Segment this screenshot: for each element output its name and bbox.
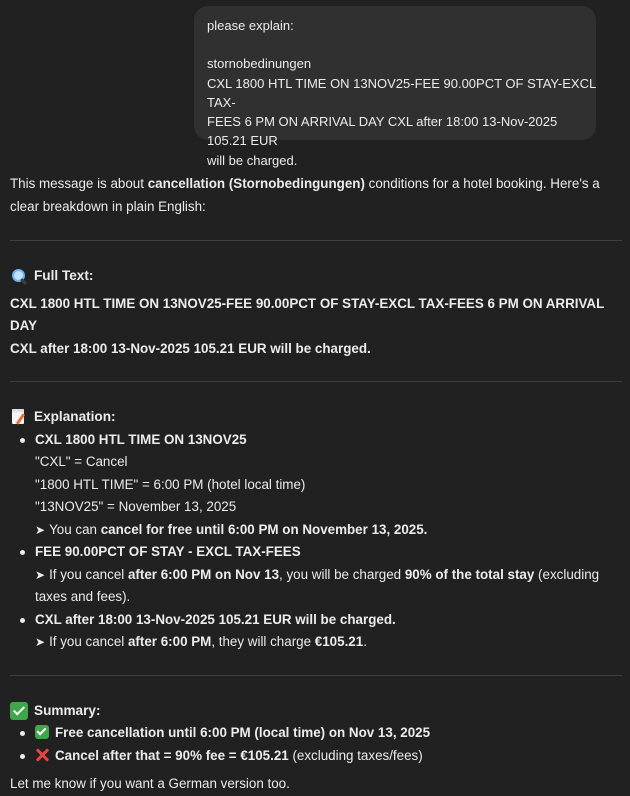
check-box-icon	[35, 725, 49, 739]
section-heading-full-text: Full Text:	[10, 265, 622, 288]
list-item: Free cancellation until 6:00 PM (local time) on Nov 13, 2025	[35, 722, 622, 745]
list-item: Cancel after that = 90% fee = €105.21 (excluding taxes/fees)	[35, 745, 622, 768]
user-message-line: stornobedinungen	[207, 56, 312, 72]
intro-paragraph: This message is about cancellation (Stornobedingungen) conditions for a hotel booking. Here's a clear breakdown in plain English:	[10, 176, 600, 214]
user-message-line: will be charged.	[207, 152, 298, 168]
magnifier-icon	[10, 267, 28, 285]
user-message-line: FEES 6 PM ON ARRIVAL DAY CXL after 18:00 13-Nov-2025 105.21 EUR	[207, 114, 561, 149]
section-heading-explanation: Explanation:	[10, 406, 622, 429]
explanation-list	[10, 429, 622, 654]
arrow-icon: ➤	[35, 635, 46, 649]
user-message-bubble	[194, 6, 600, 168]
list-item: CXL 1800 HTL TIME ON 13NOV25 "CXL" = Cancel "1800 HTL TIME" = 6:00 PM (hotel local time) "13NOV25" = November 13, 2025 ➤ You can cancel for free until 6:00 PM on November 13, 2025.	[35, 429, 622, 542]
cross-mark-icon	[35, 748, 49, 762]
list-item: CXL after 18:00 13-Nov-2025 105.21 EUR will be charged. ➤ If you cancel after 6:00 PM, they will charge €105.21.	[35, 609, 622, 654]
assistant-response	[10, 173, 622, 796]
summary-list	[10, 722, 622, 767]
closing-paragraph: Let me know if you want a German version too.	[10, 776, 290, 791]
arrow-icon: ➤	[35, 567, 46, 582]
arrow-icon: ➤	[35, 522, 46, 537]
full-text-line: CXL 1800 HTL TIME ON 13NOV25-FEE 90.00PCT OF STAY-EXCL TAX-FEES 6 PM ON ARRIVAL DAY	[10, 295, 605, 333]
full-text-line: CXL after 18:00 13-Nov-2025 105.21 EUR will be charged.	[10, 340, 371, 356]
check-box-icon	[10, 702, 28, 720]
list-item: FEE 90.00PCT OF STAY - EXCL TAX-FEES ➤ If you cancel after 6:00 PM on Nov 13, you will be charged 90% of the total stay (excluding taxes and fees).	[35, 541, 622, 609]
user-message-line: please explain:	[207, 18, 294, 33]
memo-icon	[10, 408, 28, 426]
section-heading-summary: Summary:	[10, 700, 622, 723]
user-message-line: CXL 1800 HTL TIME ON 13NOV25-FEE 90.00PCT OF STAY-EXCL TAX-	[207, 75, 600, 110]
